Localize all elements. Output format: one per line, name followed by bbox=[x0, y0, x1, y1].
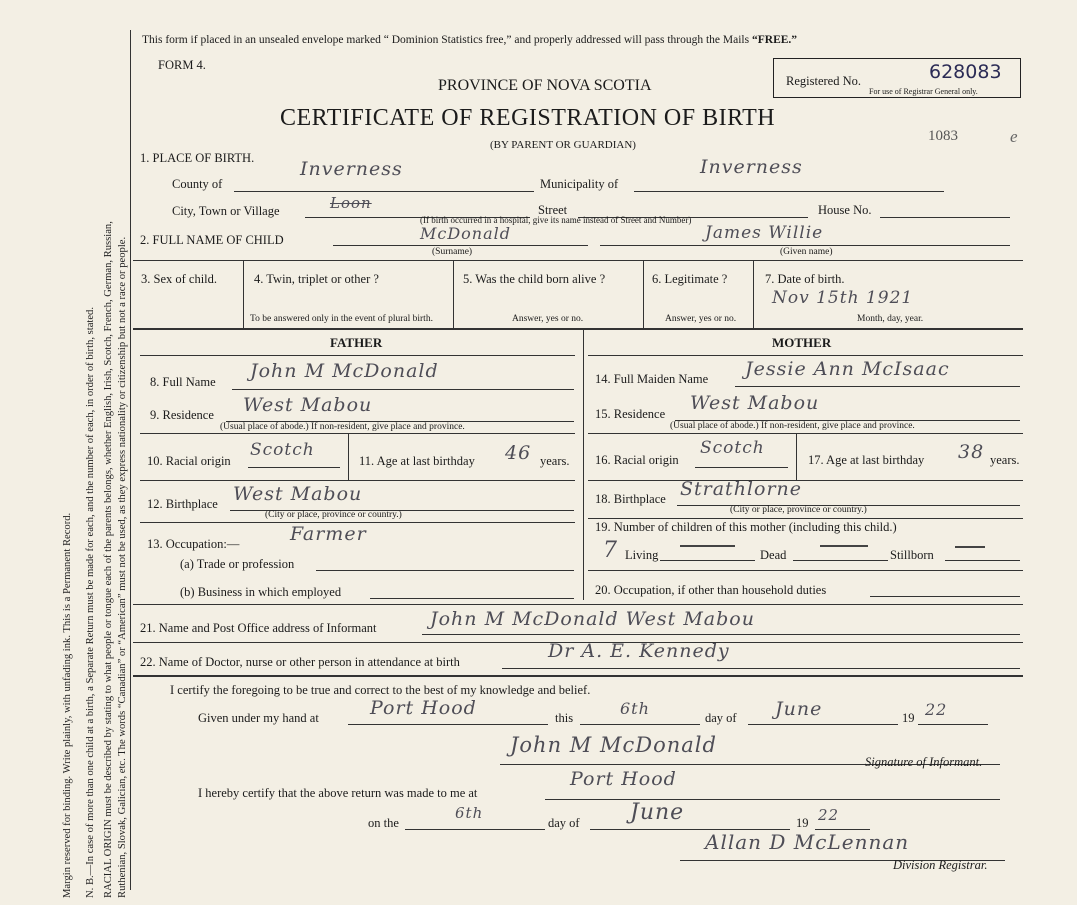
mother-racial: Scotch bbox=[700, 438, 765, 458]
father-birthplace-note: (City or place, province or country.) bbox=[265, 510, 402, 520]
trade-label: (a) Trade or profession bbox=[180, 557, 295, 571]
living-count: 7 bbox=[603, 538, 618, 563]
given-label: Given under my hand at bbox=[198, 711, 319, 725]
living-label: Living bbox=[625, 548, 659, 562]
child-surname: McDonald bbox=[420, 224, 512, 243]
corner-mark: e bbox=[1010, 127, 1018, 146]
county-label: County of bbox=[172, 177, 223, 191]
father-racial-label: 10. Racial origin bbox=[147, 454, 231, 468]
given-month: June bbox=[775, 698, 823, 720]
postal-notice: This form if placed in an unsealed envelope marked “ Dominion Statistics free,” and properly addressed will pass through the Mails “FREE.” bbox=[142, 34, 798, 46]
province-title: PROVINCE OF NOVA SCOTIA bbox=[438, 77, 652, 94]
multiple-birth-note: N. B.—In case of more than one child at a birth, a Separate Return must be made for each, and the number of each, in order of birth, stated. bbox=[85, 307, 96, 898]
father-occupation: Farmer bbox=[290, 523, 367, 545]
day-of-label: day of bbox=[705, 711, 737, 725]
street-label: Street bbox=[538, 203, 568, 217]
father-age: 46 bbox=[505, 442, 532, 464]
mother-name-label: 14. Full Maiden Name bbox=[595, 372, 709, 386]
mother-birthplace-note: (City or place, province or country.) bbox=[730, 505, 867, 515]
father-years: years. bbox=[540, 454, 570, 468]
informant-value: John M McDonald West Mabou bbox=[430, 608, 755, 630]
father-residence-label: 9. Residence bbox=[150, 408, 214, 422]
registered-label: Registered No. bbox=[786, 74, 861, 88]
mother-birthplace: Strathlorne bbox=[680, 478, 803, 500]
registrar-only-note: For use of Registrar General only. bbox=[869, 87, 978, 96]
margin-line bbox=[130, 30, 131, 890]
mother-years: years. bbox=[990, 453, 1020, 467]
registrar-caption: Division Registrar. bbox=[893, 858, 988, 872]
dob-note: Month, day, year. bbox=[857, 314, 924, 324]
informant-signature: John M McDonald bbox=[510, 733, 717, 757]
father-racial: Scotch bbox=[250, 440, 315, 460]
racial-origin-note-2: Ruthenian, Slovak, Galician, etc. The words “Canadian” or “American” must not be used, as they express nationality or citizenship but not a race or people. bbox=[117, 236, 128, 898]
registrar-statement: I hereby certify that the above return was made to me at bbox=[198, 786, 478, 800]
on-the-label: on the bbox=[368, 816, 399, 830]
mother-birthplace-label: 18. Birthplace bbox=[595, 492, 666, 506]
mother-residence-label: 15. Residence bbox=[595, 407, 666, 421]
certificate-subtitle: (BY PARENT OR GUARDIAN) bbox=[490, 139, 636, 151]
dob-label: 7. Date of birth. bbox=[765, 272, 845, 286]
registered-number: 628083 bbox=[929, 61, 1002, 83]
city-value: Loon bbox=[330, 194, 372, 212]
informant-signature-caption: Signature of Informant. bbox=[865, 755, 983, 769]
legitimate-label: 6. Legitimate ? bbox=[652, 272, 728, 286]
twin-label: 4. Twin, triplet or other ? bbox=[254, 272, 379, 286]
mother-children-label: 19. Number of children of this mother (including this child.) bbox=[595, 520, 897, 534]
registrar-day-of-label: day of bbox=[548, 816, 580, 830]
house-label: House No. bbox=[818, 203, 872, 217]
father-age-label: 11. Age at last birthday bbox=[359, 454, 475, 468]
dob-value: Nov 15th 1921 bbox=[772, 288, 914, 308]
father-residence: West Mabou bbox=[243, 394, 373, 416]
father-name: John M McDonald bbox=[250, 360, 439, 382]
given-name-caption: (Given name) bbox=[780, 247, 833, 257]
given-place: Port Hood bbox=[370, 697, 477, 719]
given-year: 22 bbox=[925, 700, 948, 719]
informant-label: 21. Name and Post Office address of Informant bbox=[140, 621, 377, 635]
certify-statement: I certify the foregoing to be true and correct to the best of my knowledge and belief. bbox=[170, 683, 591, 697]
mother-age-label: 17. Age at last birthday bbox=[808, 453, 925, 467]
mother-racial-label: 16. Racial origin bbox=[595, 453, 679, 467]
mother-occupation-label: 20. Occupation, if other than household duties bbox=[595, 583, 827, 597]
father-name-label: 8. Full Name bbox=[150, 375, 216, 389]
stillborn-label: Stillborn bbox=[890, 548, 934, 562]
father-birthplace: West Mabou bbox=[233, 483, 363, 505]
doctor-label: 22. Name of Doctor, nurse or other person in attendance at birth bbox=[140, 655, 460, 669]
year-prefix: 19 bbox=[902, 711, 915, 725]
registrar-day: 6th bbox=[455, 804, 484, 822]
this-label: this bbox=[555, 711, 574, 725]
given-day: 6th bbox=[620, 699, 650, 718]
child-given-name: James Willie bbox=[705, 223, 824, 243]
doctor-value: Dr A. E. Kennedy bbox=[548, 640, 730, 662]
registrar-month: June bbox=[630, 800, 685, 825]
mother-residence: West Mabou bbox=[690, 392, 820, 414]
father-heading: FATHER bbox=[330, 335, 383, 350]
mother-age: 38 bbox=[958, 441, 985, 463]
corner-number: 1083 bbox=[928, 128, 958, 144]
municipality-label: Municipality of bbox=[540, 177, 619, 191]
municipality-value: Inverness bbox=[700, 156, 803, 178]
father-occupation-label: 13. Occupation:— bbox=[147, 537, 240, 551]
city-label: City, Town or Village bbox=[172, 204, 280, 218]
place-of-birth-label: 1. PLACE OF BIRTH. bbox=[140, 151, 255, 165]
mother-name: Jessie Ann McIsaac bbox=[745, 358, 950, 380]
legitimate-note: Answer, yes or no. bbox=[665, 314, 737, 324]
father-birthplace-label: 12. Birthplace bbox=[147, 497, 218, 511]
certificate-title: CERTIFICATE OF REGISTRATION OF BIRTH bbox=[280, 105, 776, 131]
dead-label: Dead bbox=[760, 548, 787, 562]
twin-note: To be answered only in the event of plural birth. bbox=[250, 314, 433, 324]
registrar-signature: Allan D McLennan bbox=[705, 830, 910, 854]
mother-heading: MOTHER bbox=[772, 335, 832, 350]
sex-label: 3. Sex of child. bbox=[141, 272, 218, 286]
registrar-year-prefix: 19 bbox=[796, 816, 809, 830]
business-label: (b) Business in which employed bbox=[180, 585, 342, 599]
father-residence-note: (Usual place of abode.) If non-resident, give place and province. bbox=[220, 422, 465, 432]
mother-residence-note: (Usual place of abode.) If non-resident, give place and province. bbox=[670, 421, 915, 431]
alive-label: 5. Was the child born alive ? bbox=[463, 272, 606, 286]
binding-note: Margin reserved for binding. Write plainly, with unfading ink. This is a Permanent Record. bbox=[62, 512, 73, 898]
registrar-place: Port Hood bbox=[570, 768, 677, 790]
registered-number-box bbox=[773, 58, 1021, 98]
racial-origin-note-1: RACIAL ORIGIN must be described by stating to what people or tongue each of the parents belongs, whether English, Irish, Scotch, French, German, Russian, bbox=[103, 221, 114, 898]
surname-caption: (Surname) bbox=[432, 247, 473, 257]
child-name-label: 2. FULL NAME OF CHILD bbox=[140, 233, 284, 247]
registrar-year: 22 bbox=[818, 806, 840, 824]
alive-note: Answer, yes or no. bbox=[512, 314, 584, 324]
street-note: (If birth occurred in a hospital, give its name instead of Street and Number) bbox=[420, 215, 692, 225]
county-value: Inverness bbox=[300, 158, 403, 180]
form-number: FORM 4. bbox=[158, 58, 206, 72]
